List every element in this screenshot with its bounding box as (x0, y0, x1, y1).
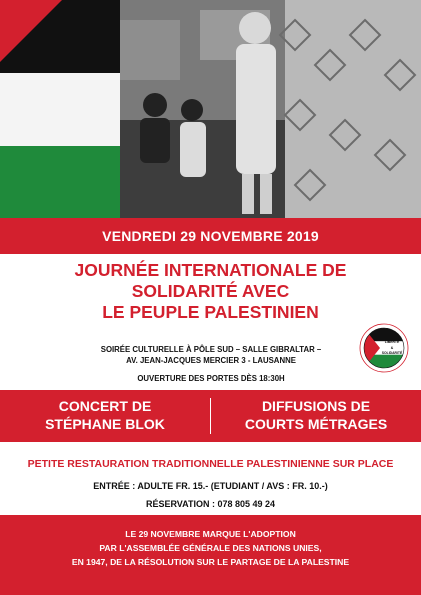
footer-text (0, 527, 421, 569)
title-line-3: LE PEUPLE PALESTINIEN (102, 302, 319, 322)
liberte-solidarite-logo (358, 322, 410, 374)
title-line-1: JOURNÉE INTERNATIONALE DE (74, 260, 347, 280)
food-info: PETITE RESTAURATION TRADITIONNELLE PALESTINIENNE SUR PLACE (27, 458, 394, 470)
logo-label-mid: & (390, 346, 394, 350)
entry-price: ENTRÉE : ADULTE FR. 15.- (ETUDIANT / AVS : FR. 10.-) (93, 481, 328, 491)
doors-opening: OUVERTURE DES PORTES DÈS 18:30H (137, 374, 285, 383)
events-divider (210, 398, 211, 434)
concert-info (10, 397, 200, 433)
hero-photo (0, 0, 421, 218)
event-date: VENDREDI 29 NOVEMBRE 2019 (102, 228, 319, 244)
photo-illustration (0, 0, 421, 218)
logo-label-top: LIBERTÉ (384, 340, 400, 344)
films-line-2: COURTS MÉTRAGES (244, 416, 388, 432)
footer-line-2: PAR L'ASSEMBLÉE GÉNÉRALE DES NATIONS UNIES, (99, 543, 322, 553)
venue-line-1: SOIRÉE CULTURELLE À PÔLE SUD – SALLE GIBRALTAR – (100, 345, 322, 354)
footer-line-1: LE 29 NOVEMBRE MARQUE L'ADOPTION (125, 529, 296, 539)
event-title (0, 260, 421, 323)
title-line-2: SOLIDARITÉ AVEC (131, 281, 290, 301)
reservation-phone: RÉSERVATION : 078 805 49 24 (145, 499, 276, 509)
films-info (221, 397, 411, 433)
venue-line-2: AV. JEAN-JACQUES MERCIER 3 - LAUSANNE (126, 356, 296, 365)
films-line-1: DIFFUSIONS DE (261, 398, 371, 414)
date-banner (0, 218, 421, 254)
concert-line-2: STÉPHANE BLOK (45, 416, 165, 432)
concert-line-1: CONCERT DE (58, 398, 152, 414)
palestine-flag-icon (0, 0, 120, 218)
logo-label-bottom: SOLIDARITÉ (381, 351, 403, 355)
venue-details (70, 344, 352, 384)
footer-line-3: EN 1947, DE LA RÉSOLUTION SUR LE PARTAGE DE LA PALESTINE (71, 557, 350, 567)
